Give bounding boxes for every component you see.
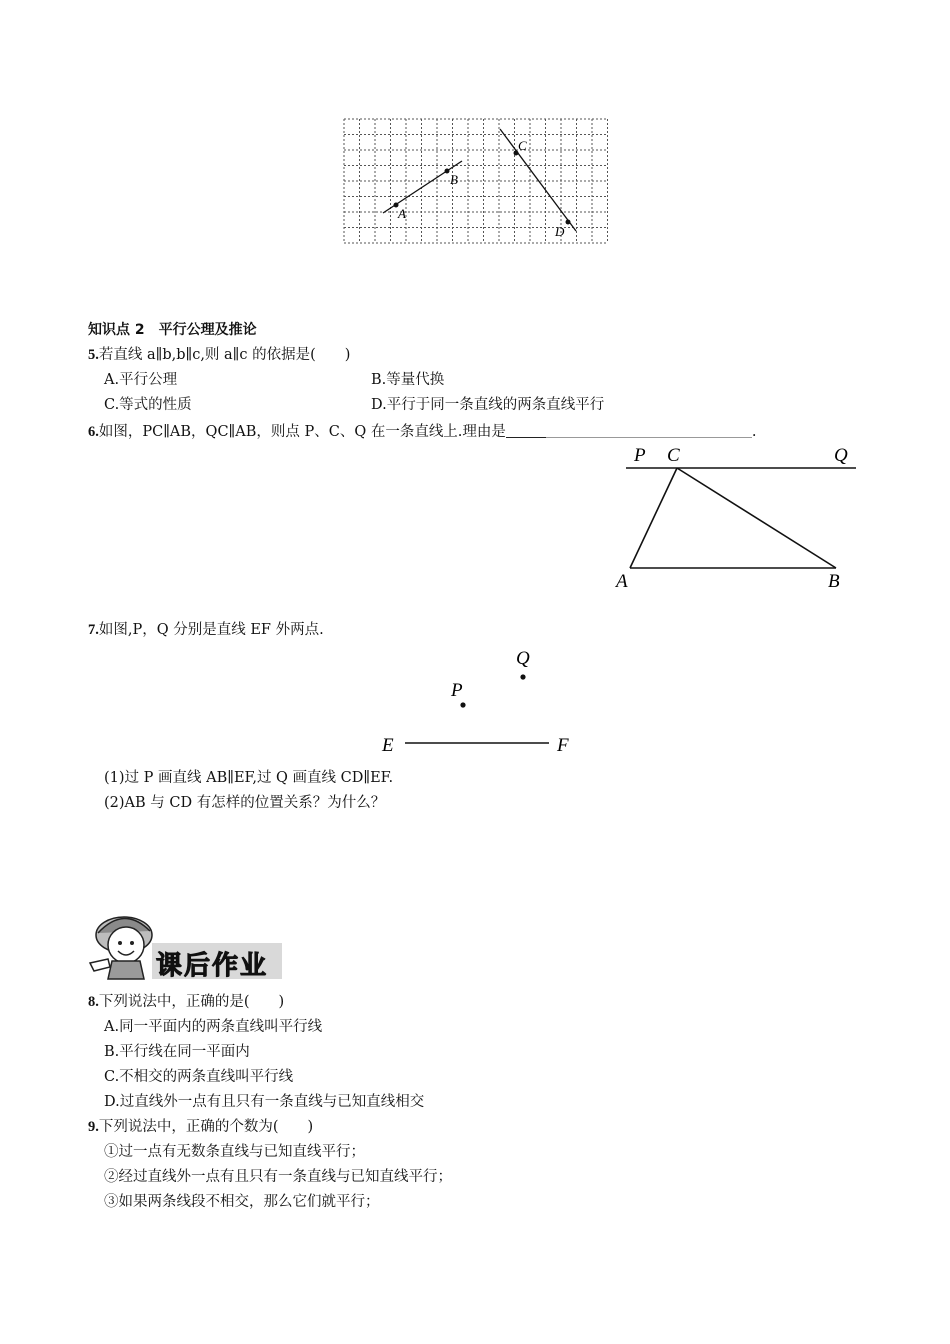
q9-stem: 下列说法中，正确的个数为( ) [98, 1119, 314, 1135]
question-8 [88, 992, 284, 1012]
label-e: E [382, 735, 394, 756]
line-cd [500, 129, 576, 231]
q7-sub1: (1)过 P 画直线 AB∥EF,过 Q 画直线 CD∥EF. [104, 770, 394, 786]
label-p: P [451, 680, 463, 701]
point-p [460, 702, 465, 707]
q8-option-c: C.不相交的两条直线叫平行线 [104, 1069, 294, 1085]
q6-number: 6. [88, 424, 99, 440]
label-c: C [518, 138, 527, 153]
q7-figure [375, 640, 585, 760]
banner-title: 课后作业 [156, 951, 269, 981]
q5-option-b: B.等量代换 [371, 372, 445, 388]
q5-stem: 若直线 a∥b,b∥c,则 a∥c 的依据是( ) [98, 347, 351, 363]
q9-item-1: ①过一点有无数条直线与已知直线平行； [104, 1144, 365, 1160]
q7-sub2: (2)AB 与 CD 有怎样的位置关系？为什么？ [104, 795, 386, 811]
label-a: A [616, 571, 628, 592]
q9-item-2: ②经过直线外一点有且只有一条直线与已知直线平行； [104, 1169, 452, 1185]
label-c: C [667, 445, 680, 466]
q6-stem: 如图，PC∥AB，QC∥AB，则点 P、C、Q 在一条直线上.理由是 [98, 424, 506, 440]
segment-cb [677, 468, 836, 568]
label-p: P [634, 445, 646, 466]
question-9 [88, 1117, 313, 1137]
q7-stem: 如图,P，Q 分别是直线 EF 外两点. [98, 622, 324, 638]
q8-option-b: B.平行线在同一平面内 [104, 1044, 250, 1060]
label-d: D [555, 224, 565, 239]
section-heading: 知识点 2 平行公理及推论 [88, 322, 257, 338]
point-d [566, 220, 571, 225]
question-5 [88, 345, 350, 365]
grid-figure [340, 115, 610, 245]
answer-blank-extension[interactable] [546, 423, 752, 438]
q8-option-a: A.同一平面内的两条直线叫平行线 [104, 1019, 323, 1035]
q6-figure [610, 440, 860, 595]
q5-option-c: C.等式的性质 [104, 397, 192, 413]
label-q: Q [516, 648, 530, 669]
q9-number: 9. [88, 1119, 99, 1135]
label-a: A [398, 206, 406, 221]
segment-ca [630, 468, 677, 568]
q6-end: . [751, 424, 757, 440]
q5-number: 5. [88, 347, 99, 363]
q5-option-d: D.平行于同一条直线的两条直线平行 [371, 397, 605, 413]
q8-stem: 下列说法中，正确的是( ) [98, 994, 285, 1010]
q9-item-3: ③如果两条线段不相交，那么它们就平行； [104, 1194, 380, 1210]
question-6 [88, 422, 757, 442]
q7-number: 7. [88, 622, 99, 638]
question-7 [88, 620, 324, 640]
q8-option-d: D.过直线外一点有且只有一条直线与已知直线相交 [104, 1094, 425, 1110]
point-q [520, 674, 525, 679]
q8-number: 8. [88, 994, 99, 1010]
point-b [445, 169, 450, 174]
label-b: B [828, 571, 840, 592]
label-q: Q [834, 445, 848, 466]
q5-option-a: A.平行公理 [104, 372, 178, 388]
answer-blank[interactable] [506, 423, 546, 438]
label-b: B [450, 172, 458, 187]
label-f: F [557, 735, 569, 756]
